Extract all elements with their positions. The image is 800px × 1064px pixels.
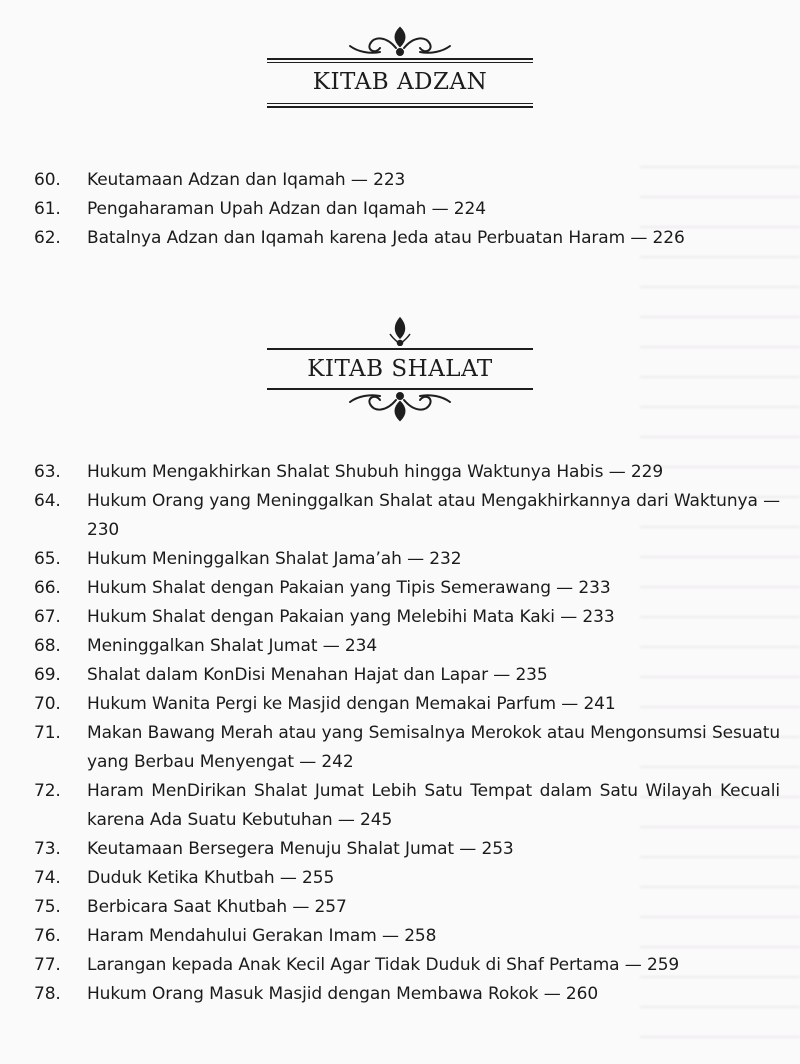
toc-entry (0, 603, 800, 632)
toc-list-adzan (0, 166, 800, 253)
entry-title: Hukum Orang yang Meninggalkan Shalat atau Mengakhirkannya dari Waktunya — 230 (87, 491, 780, 540)
entry-title: Keutamaan Bersegera Menuju Shalat Jumat — 253 (87, 839, 514, 859)
toc-list-shalat (0, 458, 800, 1009)
entry-title: Duduk Ketika Khutbah — 255 (87, 868, 335, 888)
entry-number: 65. (34, 549, 61, 569)
toc-entry (0, 864, 800, 893)
entry-number: 69. (34, 665, 61, 685)
ornament-bottom-icon (340, 390, 460, 424)
toc-entry (0, 835, 800, 864)
toc-entry (0, 690, 800, 719)
entry-number: 74. (34, 868, 61, 888)
entry-number: 78. (34, 984, 61, 1004)
entry-title: Pengaharaman Upah Adzan dan Iqamah — 224 (87, 199, 486, 219)
toc-entry (0, 487, 800, 545)
toc-entry (0, 166, 800, 195)
entry-title: Batalnya Adzan dan Iqamah karena Jeda atau Perbuatan Haram — 226 (87, 228, 685, 248)
entry-title: Berbicara Saat Khutbah — 257 (87, 897, 347, 917)
toc-entry (0, 574, 800, 603)
entry-number: 62. (34, 228, 61, 248)
entry-title: Hukum Shalat dengan Pakaian yang Tipis Semerawang — 233 (87, 578, 611, 598)
section-title: KITAB SHALAT (307, 356, 493, 382)
entry-title: Haram Mendahului Gerakan Imam — 258 (87, 926, 437, 946)
toc-entry (0, 661, 800, 690)
toc-entry (0, 224, 800, 253)
toc-entry (0, 951, 800, 980)
entry-number: 61. (34, 199, 61, 219)
ornament-top-icon (340, 24, 460, 58)
entry-title: Hukum Shalat dengan Pakaian yang Melebihi Mata Kaki — 233 (87, 607, 615, 627)
toc-entry (0, 893, 800, 922)
heading-rule-bottom (267, 106, 533, 108)
entry-number: 76. (34, 926, 61, 946)
entry-number: 70. (34, 694, 61, 714)
entry-title: Haram MenDirikan Shalat Jumat Lebih Satu Tempat dalam Satu Wilayah Kecuali karena Ada Suatu Kebutuhan — 245 (87, 781, 780, 830)
heading-rule-top (267, 58, 533, 60)
section-title: KITAB ADZAN (312, 69, 488, 95)
toc-entry (0, 632, 800, 661)
entry-title: Shalat dalam KonDisi Menahan Hajat dan Lapar — 235 (87, 665, 548, 685)
toc-entry (0, 195, 800, 224)
entry-number: 64. (34, 491, 61, 511)
section-heading-shalat (0, 316, 800, 424)
toc-entry (0, 545, 800, 574)
toc-entry (0, 777, 800, 835)
toc-entry (0, 458, 800, 487)
section-heading-adzan (0, 24, 800, 108)
entry-title: Hukum Orang Masuk Masjid dengan Membawa Rokok — 260 (87, 984, 599, 1004)
entry-title: Hukum Meninggalkan Shalat Jama’ah — 232 (87, 549, 462, 569)
entry-title: Hukum Wanita Pergi ke Masjid dengan Memakai Parfum — 241 (87, 694, 616, 714)
entry-number: 68. (34, 636, 61, 656)
toc-entry (0, 922, 800, 951)
entry-number: 73. (34, 839, 61, 859)
entry-number: 60. (34, 170, 61, 190)
entry-number: 72. (34, 781, 61, 801)
ornament-drop-icon (380, 316, 420, 346)
entry-title: Makan Bawang Merah atau yang Semisalnya Merokok atau Mengonsumsi Sesuatu yang Berbau Menyengat — 242 (87, 723, 780, 772)
entry-number: 77. (34, 955, 61, 975)
heading-rule-bottom-thin (267, 103, 533, 104)
entry-title: Keutamaan Adzan dan Iqamah — 223 (87, 170, 406, 190)
entry-title: Hukum Mengakhirkan Shalat Shubuh hingga Waktunya Habis — 229 (87, 462, 664, 482)
entry-number: 63. (34, 462, 61, 482)
toc-entry (0, 980, 800, 1009)
entry-title: Meninggalkan Shalat Jumat — 234 (87, 636, 378, 656)
entry-number: 75. (34, 897, 61, 917)
entry-number: 66. (34, 578, 61, 598)
entry-title: Larangan kepada Anak Kecil Agar Tidak Duduk di Shaf Pertama — 259 (87, 955, 680, 975)
entry-number: 67. (34, 607, 61, 627)
toc-entry (0, 719, 800, 777)
entry-number: 71. (34, 723, 61, 743)
